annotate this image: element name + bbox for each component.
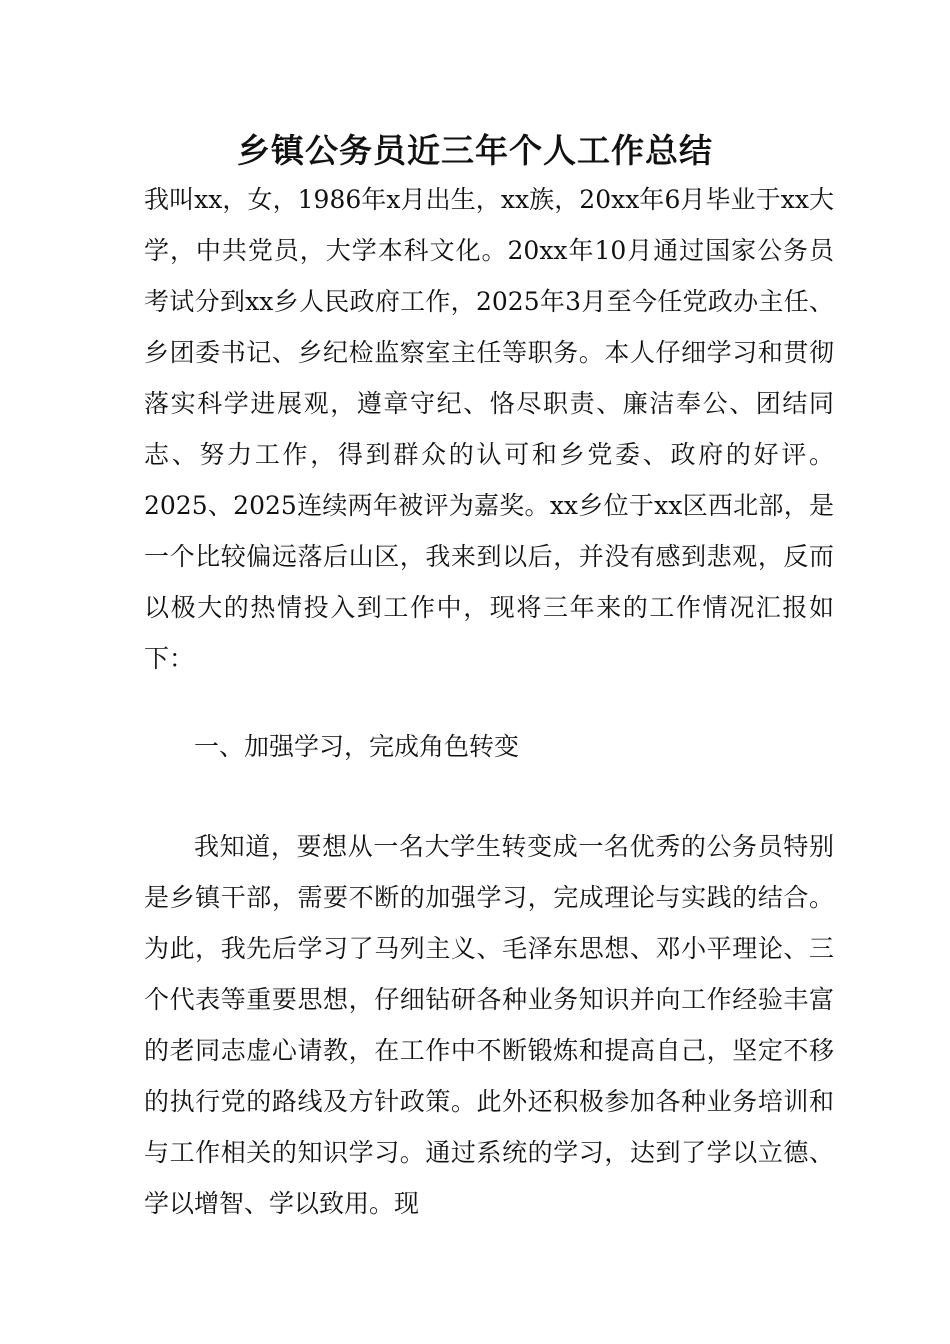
document-title: 乡镇公务员近三年个人工作总结 — [237, 131, 713, 170]
section-paragraph: 我知道，要想从一名大学生转变成一名优秀的公务员特别是乡镇干部，需要不断的加强学习，完成理论与实践的结合。为此，我先后学习了马列主义、毛泽东思想、邓小平理论、三个代表等重要思想，仔细钻研各种业务知识并向工作经验丰富的老同志虚心请教，在工作中不断锻炼和提高自己，坚定不移的执行党的路线及方针政策。此外还积极参加各种业务培训和与工作相关的知识学习。通过系统的学习，达到了学以立德、学以增智、学以致用。现 — [144, 832, 834, 1218]
intro-paragraph: 我叫xx，女，1986年x月出生，xx族，20xx年6月毕业于xx大学，中共党员，大学本科文化。20xx年10月通过国家公务员考试分到xx乡人民政府工作，2025年3月至今任党政办主任、乡团委书记、乡纪检监察室主任等职务。本人仔细学习和贯彻落实科学进展观，遵章守纪、恪尽职责、廉洁奉公、团结同志、努力工作，得到群众的认可和乡党委、政府的好评。2025、2025连续两年被评为嘉奖。xx乡位于xx区西北部，是一个比较偏远落后山区，我来到以后，并没有感到悲观，反而以极大的热情投入到工作中，现将三年来的工作情况汇报如下： — [144, 185, 834, 673]
section-heading: 一、加强学习，完成角色转变 — [194, 732, 520, 761]
